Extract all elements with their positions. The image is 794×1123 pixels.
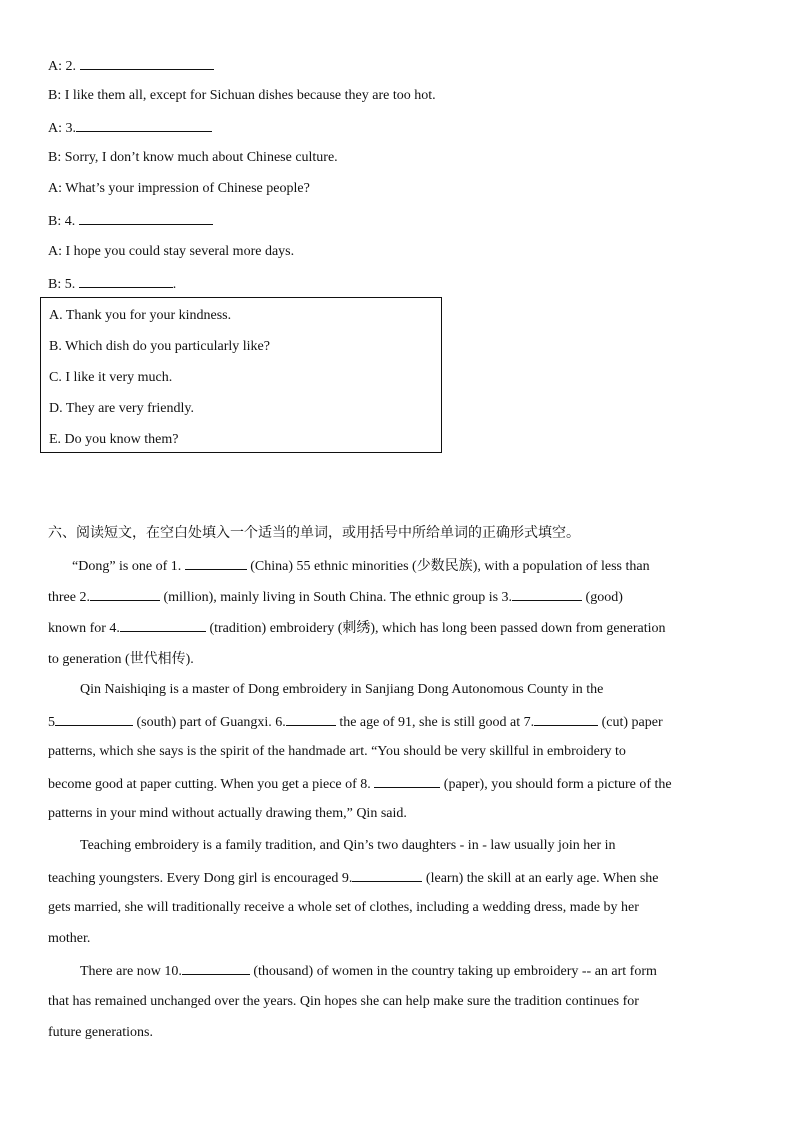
passage-text: future generations. <box>48 1025 153 1040</box>
dialogue-line-5 <box>48 274 176 294</box>
passage-text: that has remained unchanged over the years. Qin hopes she can help make sure the tradition continues for <box>48 994 639 1009</box>
answer-blank-2[interactable] <box>90 587 160 601</box>
passage-text: patterns in your mind without actually drawing them,” Qin said. <box>48 806 407 821</box>
passage-line <box>48 805 744 823</box>
passage-line <box>48 774 744 794</box>
passage-cn-text: 世代相传 <box>129 651 186 667</box>
passage-text: 5 <box>48 715 55 730</box>
option-c: C. I like it very much. <box>49 370 173 385</box>
passage-text: (good) <box>585 590 623 605</box>
passage-line <box>80 681 744 699</box>
answer-blank-3[interactable] <box>512 587 582 601</box>
answer-blank-8[interactable] <box>374 774 440 788</box>
answer-blank-7[interactable] <box>534 712 598 726</box>
option-b: B. Which dish do you particularly like? <box>49 339 270 354</box>
answer-blank-5[interactable] <box>55 712 133 726</box>
passage-text: (paper), you should form a picture of the <box>443 777 672 792</box>
question-number: 3. <box>65 121 76 136</box>
dialogue-text: What’s your impression of Chinese people? <box>65 181 310 196</box>
dialogue-line-2 <box>48 56 214 76</box>
dialogue-line <box>48 243 294 261</box>
answer-blank[interactable] <box>79 274 173 288</box>
passage-text: Teaching embroidery is a family tradition, and Qin’s two daughters - in - law usually join her in <box>80 838 616 853</box>
speaker-label: B: <box>48 214 62 229</box>
passage-text: (China) 55 ethnic minorities ( <box>250 559 417 574</box>
dialogue-line <box>48 149 338 167</box>
passage-line <box>48 587 744 607</box>
passage-text: become good at paper cutting. When you get a piece of 8. <box>48 777 371 792</box>
passage-text: There are now 10. <box>80 964 182 979</box>
passage-cn-text: 少数民族 <box>416 558 473 574</box>
passage-text: to generation ( <box>48 652 130 667</box>
passage-line <box>80 961 744 981</box>
passage-line <box>48 899 744 917</box>
option-e: E. Do you know them? <box>49 432 179 447</box>
passage-text: (cut) paper <box>601 715 663 730</box>
question-number: 4. <box>64 214 76 229</box>
passage-text: three 2. <box>48 590 90 605</box>
passage-text: ), with a population of less than <box>472 559 650 574</box>
passage-line <box>80 837 744 855</box>
passage-text: (south) part of Guangxi. 6. <box>136 715 286 730</box>
speaker-label: A: <box>48 121 62 136</box>
passage-text: teaching youngsters. Every Dong girl is encouraged 9. <box>48 871 353 886</box>
passage-text: (learn) the skill at an early age. When she <box>425 871 659 886</box>
speaker-label: B: <box>48 88 62 103</box>
options-box <box>40 297 442 453</box>
passage-text: the age of 91, she is still good at 7. <box>339 715 535 730</box>
passage-text: gets married, she will traditionally receive a whole set of clothes, including a wedding dress, made by her <box>48 900 639 915</box>
answer-blank[interactable] <box>79 211 213 225</box>
answer-blank-4[interactable] <box>120 618 206 632</box>
answer-blank-10[interactable] <box>182 961 250 975</box>
passage-text: (tradition) embroidery ( <box>209 621 343 636</box>
speaker-label: A: <box>48 59 62 74</box>
question-number: 5. <box>64 277 76 292</box>
speaker-label: A: <box>48 181 62 196</box>
dialogue-text: I like them all, except for Sichuan dishes because they are too hot. <box>64 88 436 103</box>
answer-blank[interactable] <box>76 118 212 132</box>
dialogue-line-3 <box>48 118 212 138</box>
option-d: D. They are very friendly. <box>49 401 194 416</box>
passage-line <box>48 712 744 732</box>
section-heading: 六、阅读短文，在空白处填入一个适当的单词，或用括号中所给单词的正确形式填空。 <box>48 525 580 541</box>
passage-line <box>48 930 744 948</box>
passage-text: patterns, which she says is the spirit of the handmade art. “You should be very skillful in embroidery to <box>48 744 626 759</box>
dialogue-text: Sorry, I don’t know much about Chinese culture. <box>64 150 338 165</box>
passage-text: ). <box>185 652 194 667</box>
passage-line <box>48 1024 744 1042</box>
passage-text: Qin Naishiqing is a master of Dong embroidery in Sanjiang Dong Autonomous County in the <box>80 682 604 697</box>
passage-text: known for 4. <box>48 621 120 636</box>
passage-text: (thousand) of women in the country taking up embroidery -- an art form <box>253 964 657 979</box>
speaker-label: B: <box>48 150 62 165</box>
answer-blank-6[interactable] <box>286 712 336 726</box>
passage-line <box>48 618 744 638</box>
dialogue-line-4 <box>48 211 213 231</box>
passage-cn-text: 刺绣 <box>342 620 371 636</box>
passage-text: ), which has long been passed down from generation <box>370 621 666 636</box>
dialogue-line <box>48 87 436 105</box>
blank-suffix: . <box>172 277 177 292</box>
dialogue-line <box>48 180 310 198</box>
answer-blank[interactable] <box>80 56 214 70</box>
option-a: A. Thank you for your kindness. <box>49 308 232 323</box>
passage-text: (million), mainly living in South China. The ethnic group is 3. <box>163 590 513 605</box>
passage-text: “Dong” is one of 1. <box>72 559 182 574</box>
answer-blank-9[interactable] <box>352 868 422 882</box>
speaker-label: B: <box>48 277 62 292</box>
passage-line <box>48 868 744 888</box>
passage-text: mother. <box>48 931 91 946</box>
passage-line <box>72 556 744 576</box>
speaker-label: A: <box>48 244 62 259</box>
passage-line <box>48 993 744 1011</box>
question-number: 2. <box>65 59 76 74</box>
dialogue-text: I hope you could stay several more days. <box>65 244 295 259</box>
passage-line <box>48 650 744 669</box>
passage-line <box>48 743 744 761</box>
answer-blank-1[interactable] <box>185 556 247 570</box>
